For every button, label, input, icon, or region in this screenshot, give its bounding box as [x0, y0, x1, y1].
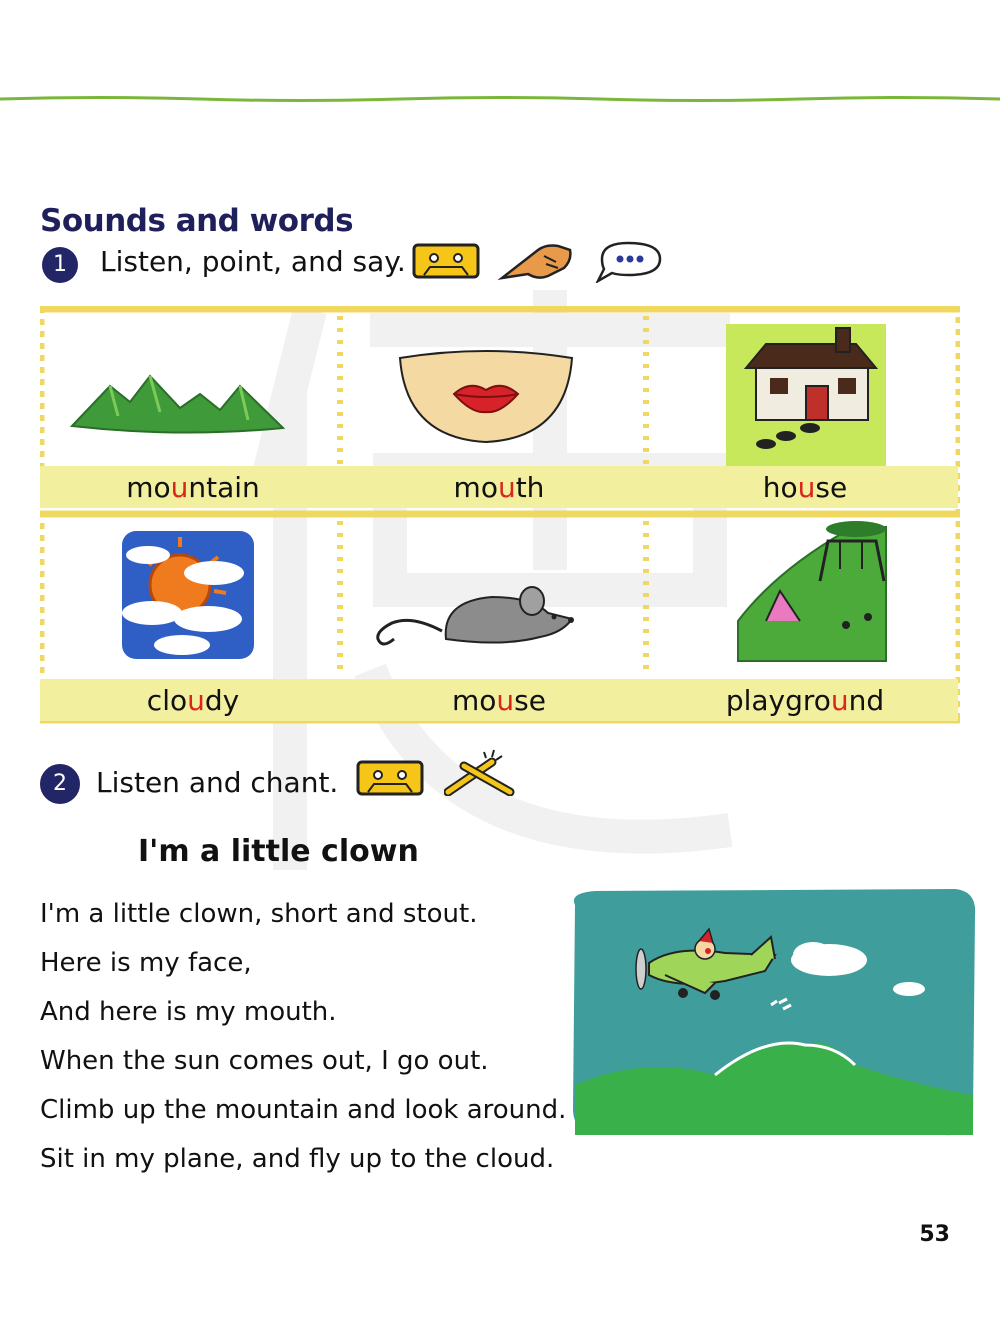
top-divider — [0, 96, 1000, 102]
mouse-picture — [372, 575, 582, 655]
activity-1-instruction: Listen, point, and say. — [100, 245, 406, 278]
section-title: Sounds and words — [40, 203, 354, 239]
word-card-cloudy — [40, 515, 346, 724]
activity-number-badge: 2 — [40, 764, 80, 804]
chant-lines — [40, 890, 566, 1184]
mountain-picture — [70, 366, 285, 436]
word-card-mouse — [346, 515, 652, 724]
word-label-mouse: mo u se — [346, 679, 652, 721]
word-label-cloudy: clo u dy — [40, 679, 346, 721]
word-label-mountain: mo u ntain — [40, 466, 346, 508]
chant-title: I'm a little clown — [138, 834, 419, 869]
word-card-playground — [652, 515, 958, 724]
word-label-mouth: mo u th — [346, 466, 652, 508]
house-picture — [726, 324, 886, 466]
cassette-icon — [356, 760, 424, 796]
clapping-sticks-icon — [444, 748, 516, 796]
word-picture-grid — [40, 306, 960, 724]
word-card-house — [652, 306, 958, 515]
chant-line: Sit in my plane, and fly up to the cloud. — [40, 1144, 555, 1174]
chant-line: When the sun comes out, I go out. — [40, 1046, 489, 1076]
chant-line: Climb up the mountain and look around. — [40, 1095, 567, 1125]
activity-2-instruction: Listen and chant. — [96, 766, 339, 799]
playground-picture — [736, 521, 888, 663]
cloudy-picture — [118, 525, 258, 665]
pointing-hand-icon — [498, 240, 574, 282]
word-label-house: ho u se — [652, 466, 958, 508]
cassette-icon — [412, 243, 480, 279]
chant-line: I'm a little clown, short and stout. — [40, 899, 478, 929]
page-number: 53 — [919, 1222, 950, 1247]
chant-line: And here is my mouth. — [40, 997, 337, 1027]
speech-bubble-icon — [592, 239, 664, 283]
chant-line: Here is my face, — [40, 948, 252, 978]
activity-number-badge: 1 — [42, 247, 78, 283]
word-card-mouth — [346, 306, 652, 515]
word-label-playground: playgro u nd — [652, 679, 958, 721]
word-card-mountain — [40, 306, 346, 515]
clown-plane-illustration — [565, 885, 983, 1140]
mouth-picture — [396, 348, 576, 444]
